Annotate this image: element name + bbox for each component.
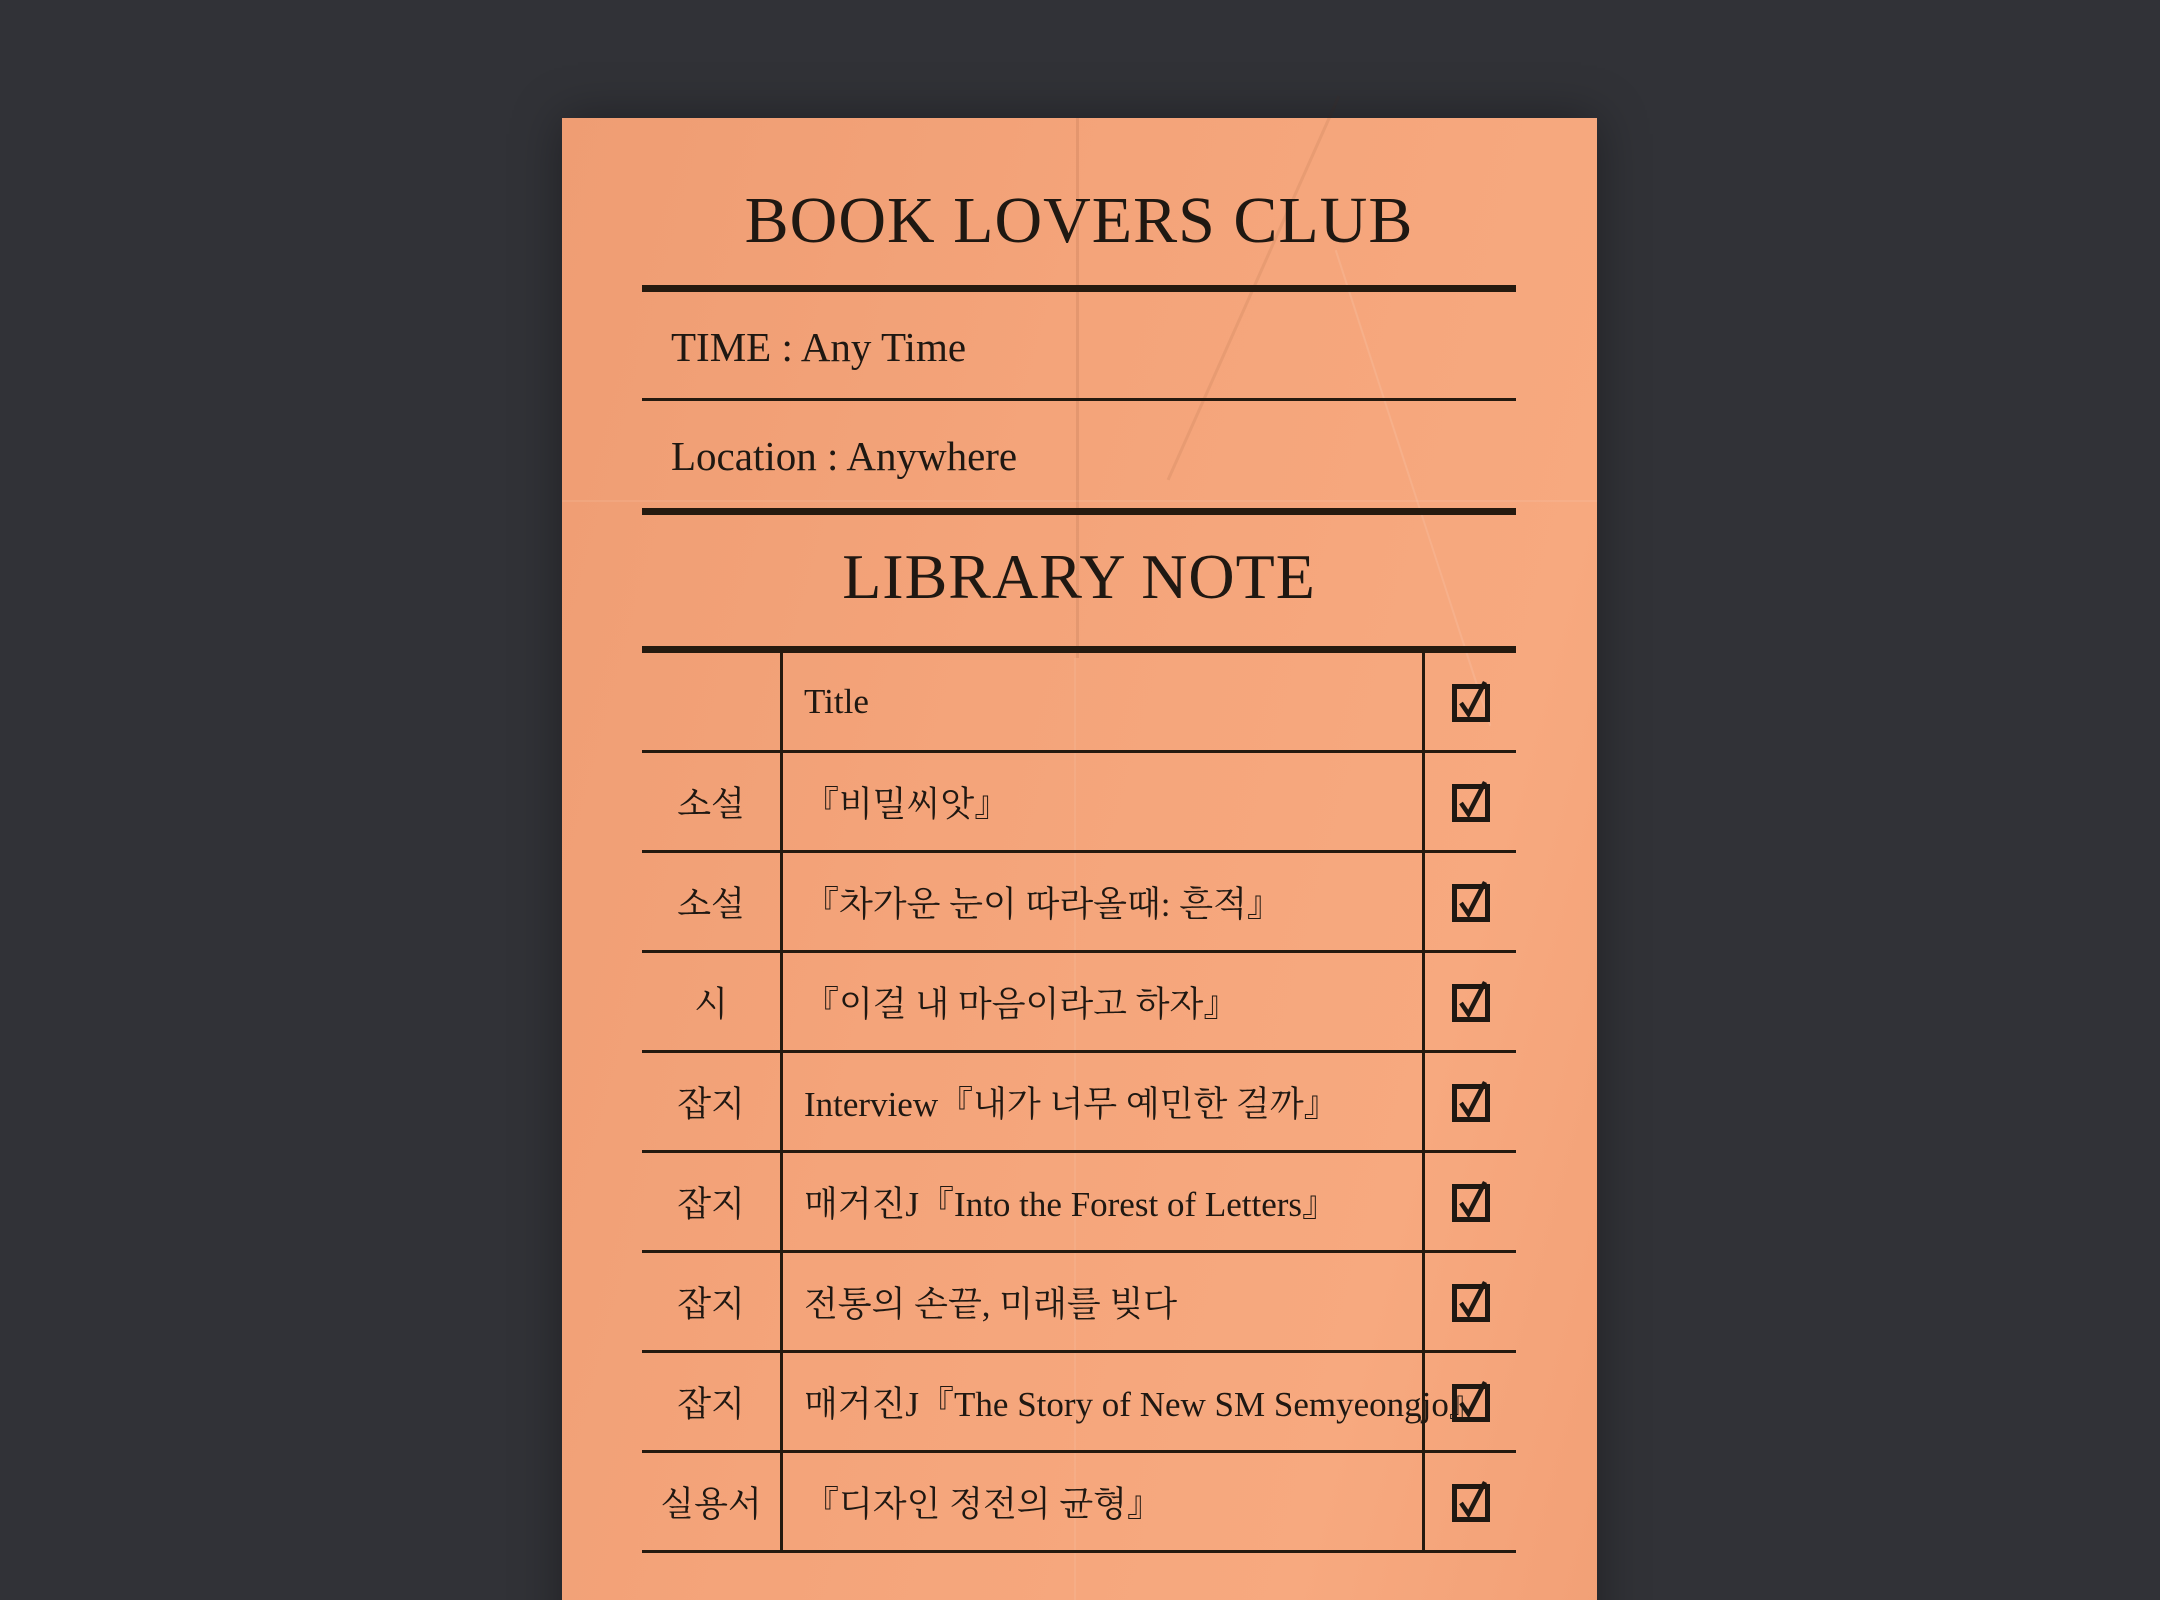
table-row <box>642 753 1516 853</box>
table-row <box>642 853 1516 953</box>
category-cell: 소설 <box>642 753 783 850</box>
checkbox-cell <box>1425 1153 1516 1250</box>
table-row <box>642 953 1516 1053</box>
divider-rule <box>642 398 1516 401</box>
table-row <box>642 1153 1516 1253</box>
divider-rule <box>642 508 1516 515</box>
header-category-cell <box>642 653 783 750</box>
title-cell: 『디자인 정전의 균형』 <box>783 1453 1425 1550</box>
checkbox-cell <box>1425 853 1516 950</box>
checkbox-checked-icon <box>1452 884 1490 922</box>
time-field: TIME : Any Time <box>671 324 967 370</box>
table-row <box>642 1053 1516 1153</box>
checkbox-cell <box>1425 1053 1516 1150</box>
category-cell: 소설 <box>642 853 783 950</box>
checkbox-checked-icon <box>1452 1484 1490 1522</box>
checkbox-checked-icon <box>1452 1084 1490 1122</box>
checkbox-cell <box>1425 1453 1516 1550</box>
table-row <box>642 1453 1516 1553</box>
checkbox-checked-icon <box>1452 684 1490 722</box>
category-cell: 잡지 <box>642 1053 783 1150</box>
paper-crease <box>562 500 1597 502</box>
header-title-cell: Title <box>783 653 1425 750</box>
location-field: Location : Anywhere <box>671 433 1018 479</box>
divider-rule <box>642 285 1516 292</box>
category-cell: 시 <box>642 953 783 1050</box>
title-cell: 『이걸 내 마음이라고 하자』 <box>783 953 1425 1050</box>
category-cell: 잡지 <box>642 1153 783 1250</box>
poster <box>562 118 1597 1600</box>
checkbox-cell <box>1425 1353 1516 1450</box>
checkbox-cell <box>1425 1253 1516 1350</box>
checkbox-checked-icon <box>1452 784 1490 822</box>
checkbox-cell <box>1425 753 1516 850</box>
category-cell: 잡지 <box>642 1253 783 1350</box>
poster-title: BOOK LOVERS CLUB <box>744 184 1414 257</box>
checkbox-checked-icon <box>1452 984 1490 1022</box>
category-cell: 실용서 <box>642 1453 783 1550</box>
library-table <box>642 646 1516 1553</box>
title-cell: 매거진J『The Story of New SM Semyeongjo』 <box>783 1353 1425 1450</box>
checkbox-cell <box>1425 953 1516 1050</box>
title-cell: Interview『내가 너무 예민한 걸까』 <box>783 1053 1425 1150</box>
checkbox-checked-icon <box>1452 1284 1490 1322</box>
title-cell: 전통의 손끝, 미래를 빚다 <box>783 1253 1425 1350</box>
table-row <box>642 1353 1516 1453</box>
category-cell: 잡지 <box>642 1353 783 1450</box>
title-cell: 『차가운 눈이 따라올때: 흔적』 <box>783 853 1425 950</box>
title-cell: 매거진J『Into the Forest of Letters』 <box>783 1153 1425 1250</box>
checkbox-checked-icon <box>1452 1184 1490 1222</box>
checkbox-checked-icon <box>1452 1384 1490 1422</box>
table-row <box>642 1253 1516 1353</box>
section-title: LIBRARY NOTE <box>842 541 1316 612</box>
title-cell: 『비밀씨앗』 <box>783 753 1425 850</box>
header-checkbox-cell <box>1425 653 1516 750</box>
table-header-row <box>642 653 1516 753</box>
